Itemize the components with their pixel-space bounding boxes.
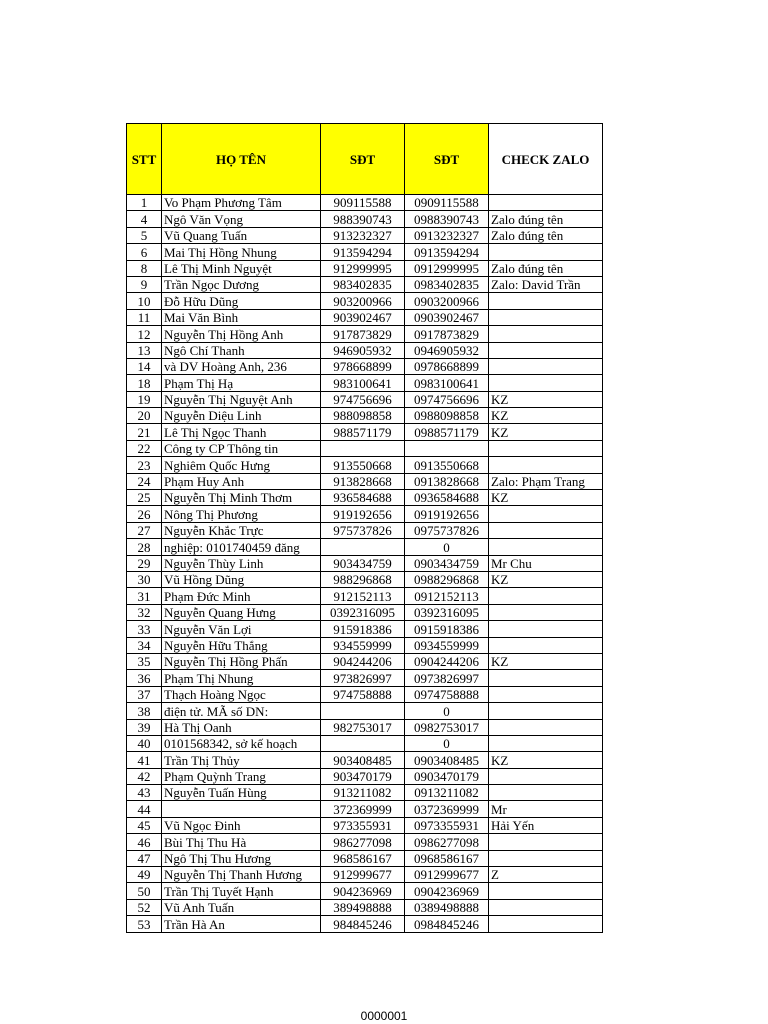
cell-stt: 52 (127, 899, 162, 915)
cell-phone-1: 973826997 (321, 670, 405, 686)
cell-name: điện tử. MÃ số DN: (162, 703, 321, 719)
cell-check-zalo: Zalo đúng tên (489, 227, 603, 243)
cell-phone-1: 988571179 (321, 424, 405, 440)
cell-name: Công ty CP Thông tin (162, 440, 321, 456)
cell-check-zalo: Zalo: David Trần (489, 276, 603, 292)
table-row (127, 260, 603, 276)
table-row (127, 916, 603, 932)
table-row (127, 424, 603, 440)
cell-stt: 47 (127, 850, 162, 866)
cell-phone-2: 0968586167 (405, 850, 489, 866)
cell-stt: 46 (127, 834, 162, 850)
cell-stt: 27 (127, 522, 162, 538)
cell-phone-2: 0936584688 (405, 490, 489, 506)
cell-stt: 22 (127, 440, 162, 456)
cell-stt: 30 (127, 571, 162, 587)
cell-name: Nguyễn Khắc Trực (162, 522, 321, 538)
cell-phone-1: 903200966 (321, 293, 405, 309)
header-check-zalo: CHECK ZALO (489, 124, 603, 195)
cell-check-zalo (489, 604, 603, 620)
cell-phone-2: 0 (405, 539, 489, 555)
cell-name: Nguyễn Thùy Linh (162, 555, 321, 571)
cell-phone-1: 934559999 (321, 637, 405, 653)
cell-check-zalo (489, 768, 603, 784)
table-row (127, 719, 603, 735)
cell-phone-1: 904244206 (321, 653, 405, 669)
cell-phone-1: 372369999 (321, 801, 405, 817)
cell-stt: 53 (127, 916, 162, 932)
cell-stt: 11 (127, 309, 162, 325)
cell-name: Phạm Thị Nhung (162, 670, 321, 686)
cell-check-zalo (489, 703, 603, 719)
contact-table (126, 123, 603, 933)
cell-stt: 35 (127, 653, 162, 669)
cell-check-zalo (489, 899, 603, 915)
cell-name: Nông Thị Phương (162, 506, 321, 522)
cell-phone-2: 0903434759 (405, 555, 489, 571)
cell-check-zalo (489, 326, 603, 342)
cell-name: Nguyễn Diệu Linh (162, 408, 321, 424)
cell-phone-1: 913828668 (321, 473, 405, 489)
cell-check-zalo (489, 195, 603, 211)
table-row (127, 703, 603, 719)
cell-name: Nguyễn Quang Hưng (162, 604, 321, 620)
cell-stt: 13 (127, 342, 162, 358)
cell-check-zalo: KZ (489, 408, 603, 424)
table-body (127, 195, 603, 933)
cell-name: Nghiêm Quốc Hưng (162, 457, 321, 473)
table-row (127, 621, 603, 637)
cell-name: Ngô Thị Thu Hương (162, 850, 321, 866)
table-row (127, 834, 603, 850)
table-row (127, 440, 603, 456)
cell-name: Thạch Hoàng Ngọc (162, 686, 321, 702)
cell-stt: 40 (127, 735, 162, 751)
cell-name: Mai Văn Bình (162, 309, 321, 325)
cell-check-zalo (489, 244, 603, 260)
cell-phone-1 (321, 440, 405, 456)
cell-check-zalo (489, 670, 603, 686)
header-name: HỌ TÊN (162, 124, 321, 195)
table-row (127, 785, 603, 801)
cell-name: Vũ Anh Tuấn (162, 899, 321, 915)
table-row (127, 342, 603, 358)
cell-check-zalo: KZ (489, 653, 603, 669)
cell-phone-1: 917873829 (321, 326, 405, 342)
table-row (127, 768, 603, 784)
cell-phone-1 (321, 703, 405, 719)
cell-phone-1: 988098858 (321, 408, 405, 424)
cell-check-zalo (489, 293, 603, 309)
cell-stt: 38 (127, 703, 162, 719)
cell-stt: 26 (127, 506, 162, 522)
cell-name: Lê Thị Minh Nguyệt (162, 260, 321, 276)
cell-stt: 23 (127, 457, 162, 473)
cell-phone-2: 0978668899 (405, 358, 489, 374)
cell-phone-2: 0934559999 (405, 637, 489, 653)
cell-check-zalo: KZ (489, 391, 603, 407)
cell-phone-2: 0974756696 (405, 391, 489, 407)
cell-name: Lê Thị Ngọc Thanh (162, 424, 321, 440)
cell-phone-2: 0 (405, 703, 489, 719)
cell-check-zalo: KZ (489, 490, 603, 506)
cell-stt: 8 (127, 260, 162, 276)
cell-phone-2: 0912999677 (405, 867, 489, 883)
cell-stt: 24 (127, 473, 162, 489)
cell-stt: 41 (127, 752, 162, 768)
cell-stt: 36 (127, 670, 162, 686)
cell-phone-2: 0912152113 (405, 588, 489, 604)
cell-phone-1: 978668899 (321, 358, 405, 374)
cell-phone-2: 0919192656 (405, 506, 489, 522)
table-row (127, 244, 603, 260)
table-row (127, 490, 603, 506)
cell-check-zalo: Zalo đúng tên (489, 260, 603, 276)
cell-check-zalo (489, 342, 603, 358)
cell-phone-2: 0903200966 (405, 293, 489, 309)
cell-check-zalo (489, 850, 603, 866)
cell-phone-2: 0904236969 (405, 883, 489, 899)
cell-phone-1: 974756696 (321, 391, 405, 407)
table-row (127, 653, 603, 669)
cell-name: Ngô Chí Thanh (162, 342, 321, 358)
table-row (127, 457, 603, 473)
cell-check-zalo (489, 686, 603, 702)
cell-phone-2: 0973826997 (405, 670, 489, 686)
cell-phone-2: 0909115588 (405, 195, 489, 211)
table-row (127, 391, 603, 407)
cell-phone-1: 0392316095 (321, 604, 405, 620)
cell-phone-1 (321, 735, 405, 751)
cell-phone-2: 0988296868 (405, 571, 489, 587)
cell-phone-2: 0973355931 (405, 817, 489, 833)
cell-phone-2: 0903470179 (405, 768, 489, 784)
table-row (127, 588, 603, 604)
cell-check-zalo: KZ (489, 571, 603, 587)
cell-phone-2: 0974758888 (405, 686, 489, 702)
table-row (127, 883, 603, 899)
cell-name: và DV Hoàng Anh, 236 (162, 358, 321, 374)
cell-stt: 29 (127, 555, 162, 571)
cell-phone-1: 983402835 (321, 276, 405, 292)
cell-name: Phạm Thị Hạ (162, 375, 321, 391)
cell-stt: 4 (127, 211, 162, 227)
cell-phone-1: 983100641 (321, 375, 405, 391)
cell-check-zalo (489, 735, 603, 751)
cell-phone-2: 0392316095 (405, 604, 489, 620)
cell-phone-2: 0983402835 (405, 276, 489, 292)
cell-name: Nguyễn Thị Thanh Hương (162, 867, 321, 883)
cell-phone-1: 904236969 (321, 883, 405, 899)
table-row (127, 670, 603, 686)
page-number: 0000001 (360, 1009, 408, 1023)
cell-phone-2: 0 (405, 735, 489, 751)
cell-stt: 31 (127, 588, 162, 604)
cell-check-zalo (489, 457, 603, 473)
cell-stt: 5 (127, 227, 162, 243)
cell-phone-1: 984845246 (321, 916, 405, 932)
cell-phone-2: 0372369999 (405, 801, 489, 817)
cell-name: nghiệp: 0101740459 đăng (162, 539, 321, 555)
cell-phone-2: 0988390743 (405, 211, 489, 227)
cell-check-zalo: Mr (489, 801, 603, 817)
cell-stt: 6 (127, 244, 162, 260)
cell-phone-2: 0946905932 (405, 342, 489, 358)
cell-phone-2: 0988098858 (405, 408, 489, 424)
cell-check-zalo (489, 522, 603, 538)
cell-stt: 20 (127, 408, 162, 424)
cell-phone-1: 389498888 (321, 899, 405, 915)
table-row (127, 293, 603, 309)
cell-name: 0101568342, sở kế hoạch (162, 735, 321, 751)
cell-name: Mai Thị Hồng Nhung (162, 244, 321, 260)
cell-check-zalo (489, 539, 603, 555)
table-row (127, 358, 603, 374)
cell-phone-1: 903902467 (321, 309, 405, 325)
cell-stt: 49 (127, 867, 162, 883)
cell-phone-1: 973355931 (321, 817, 405, 833)
cell-phone-2 (405, 440, 489, 456)
cell-phone-1: 913211082 (321, 785, 405, 801)
header-phone-1: SĐT (321, 124, 405, 195)
cell-stt: 18 (127, 375, 162, 391)
cell-phone-1: 903408485 (321, 752, 405, 768)
table-row (127, 375, 603, 391)
cell-name: Trần Hà An (162, 916, 321, 932)
cell-name: Nguyễn Hữu Thắng (162, 637, 321, 653)
cell-name: Trần Thị Thủy (162, 752, 321, 768)
cell-phone-2: 0903408485 (405, 752, 489, 768)
cell-check-zalo (489, 785, 603, 801)
cell-phone-2: 0913550668 (405, 457, 489, 473)
cell-phone-1: 903470179 (321, 768, 405, 784)
cell-stt: 10 (127, 293, 162, 309)
cell-name: Vũ Hồng Dũng (162, 571, 321, 587)
cell-phone-1: 913550668 (321, 457, 405, 473)
cell-check-zalo: Hải Yến (489, 817, 603, 833)
table-row (127, 227, 603, 243)
cell-check-zalo: KZ (489, 424, 603, 440)
cell-phone-2: 0983100641 (405, 375, 489, 391)
table-row (127, 326, 603, 342)
cell-stt: 32 (127, 604, 162, 620)
cell-check-zalo (489, 588, 603, 604)
cell-phone-1 (321, 539, 405, 555)
cell-stt: 43 (127, 785, 162, 801)
cell-stt: 39 (127, 719, 162, 735)
cell-phone-1: 913594294 (321, 244, 405, 260)
cell-phone-1: 912999995 (321, 260, 405, 276)
cell-phone-1: 919192656 (321, 506, 405, 522)
cell-stt: 9 (127, 276, 162, 292)
cell-check-zalo (489, 358, 603, 374)
cell-check-zalo (489, 719, 603, 735)
table-row (127, 195, 603, 211)
cell-stt: 21 (127, 424, 162, 440)
cell-check-zalo: Z (489, 867, 603, 883)
cell-phone-1: 915918386 (321, 621, 405, 637)
cell-name: Nguyễn Văn Lợi (162, 621, 321, 637)
cell-name: Nguyễn Thị Minh Thơm (162, 490, 321, 506)
cell-phone-2: 0915918386 (405, 621, 489, 637)
table-row (127, 522, 603, 538)
table-row (127, 735, 603, 751)
cell-phone-2: 0913594294 (405, 244, 489, 260)
table-row (127, 801, 603, 817)
cell-phone-2: 0904244206 (405, 653, 489, 669)
cell-stt: 45 (127, 817, 162, 833)
cell-phone-2: 0982753017 (405, 719, 489, 735)
cell-phone-1: 988390743 (321, 211, 405, 227)
cell-check-zalo (489, 637, 603, 653)
cell-name: Ngô Văn Vọng (162, 211, 321, 227)
table-row (127, 899, 603, 915)
cell-stt: 14 (127, 358, 162, 374)
table-row (127, 473, 603, 489)
table-row (127, 867, 603, 883)
cell-name: Đỗ Hữu Dũng (162, 293, 321, 309)
table-row (127, 555, 603, 571)
cell-name: Phạm Quỳnh Trang (162, 768, 321, 784)
cell-phone-2: 0913232327 (405, 227, 489, 243)
cell-name: Trần Ngọc Dương (162, 276, 321, 292)
cell-check-zalo (489, 834, 603, 850)
cell-stt: 42 (127, 768, 162, 784)
table-row (127, 211, 603, 227)
cell-check-zalo (489, 506, 603, 522)
table-row (127, 408, 603, 424)
cell-name (162, 801, 321, 817)
cell-phone-2: 0912999995 (405, 260, 489, 276)
cell-phone-2: 0984845246 (405, 916, 489, 932)
cell-phone-1: 974758888 (321, 686, 405, 702)
cell-stt: 44 (127, 801, 162, 817)
cell-stt: 12 (127, 326, 162, 342)
cell-phone-2: 0903902467 (405, 309, 489, 325)
cell-phone-2: 0986277098 (405, 834, 489, 850)
cell-stt: 19 (127, 391, 162, 407)
cell-phone-1: 968586167 (321, 850, 405, 866)
table-row (127, 604, 603, 620)
cell-check-zalo (489, 309, 603, 325)
cell-check-zalo (489, 440, 603, 456)
cell-stt: 28 (127, 539, 162, 555)
cell-phone-1: 936584688 (321, 490, 405, 506)
table-row (127, 752, 603, 768)
cell-phone-1: 913232327 (321, 227, 405, 243)
cell-name: Vũ Ngọc Đinh (162, 817, 321, 833)
header-phone-2: SĐT (405, 124, 489, 195)
cell-stt: 25 (127, 490, 162, 506)
cell-check-zalo (489, 916, 603, 932)
table-row (127, 571, 603, 587)
cell-name: Bùi Thị Thu Hà (162, 834, 321, 850)
cell-name: Phạm Đức Minh (162, 588, 321, 604)
cell-phone-2: 0975737826 (405, 522, 489, 538)
header-stt: STT (127, 124, 162, 195)
cell-name: Trần Thị Tuyết Hạnh (162, 883, 321, 899)
cell-phone-1: 975737826 (321, 522, 405, 538)
cell-check-zalo (489, 883, 603, 899)
cell-phone-1: 909115588 (321, 195, 405, 211)
cell-phone-1: 912999677 (321, 867, 405, 883)
cell-phone-1: 946905932 (321, 342, 405, 358)
cell-phone-1: 903434759 (321, 555, 405, 571)
cell-name: Vo Phạm Phương Tâm (162, 195, 321, 211)
cell-name: Nguyễn Tuấn Hùng (162, 785, 321, 801)
cell-stt: 37 (127, 686, 162, 702)
table-row (127, 817, 603, 833)
table-row (127, 850, 603, 866)
cell-name: Nguyễn Thị Nguyệt Anh (162, 391, 321, 407)
table-row (127, 506, 603, 522)
cell-phone-1: 982753017 (321, 719, 405, 735)
cell-stt: 50 (127, 883, 162, 899)
cell-phone-2: 0913828668 (405, 473, 489, 489)
table-row (127, 309, 603, 325)
cell-phone-1: 912152113 (321, 588, 405, 604)
cell-stt: 34 (127, 637, 162, 653)
cell-check-zalo: KZ (489, 752, 603, 768)
table-row (127, 276, 603, 292)
cell-check-zalo (489, 375, 603, 391)
cell-stt: 1 (127, 195, 162, 211)
cell-phone-2: 0988571179 (405, 424, 489, 440)
cell-name: Phạm Huy Anh (162, 473, 321, 489)
cell-check-zalo: Zalo đúng tên (489, 211, 603, 227)
cell-name: Vũ Quang Tuấn (162, 227, 321, 243)
cell-phone-1: 988296868 (321, 571, 405, 587)
cell-name: Nguyễn Thị Hồng Phấn (162, 653, 321, 669)
cell-stt: 33 (127, 621, 162, 637)
cell-check-zalo: Mr Chu (489, 555, 603, 571)
cell-check-zalo (489, 621, 603, 637)
cell-phone-1: 986277098 (321, 834, 405, 850)
cell-name: Nguyễn Thị Hồng Anh (162, 326, 321, 342)
table-row (127, 686, 603, 702)
table-row (127, 539, 603, 555)
cell-check-zalo: Zalo: Phạm Trang (489, 473, 603, 489)
cell-phone-2: 0913211082 (405, 785, 489, 801)
table-row (127, 637, 603, 653)
cell-phone-2: 0389498888 (405, 899, 489, 915)
header-row (127, 124, 603, 195)
cell-name: Hà Thị Oanh (162, 719, 321, 735)
cell-phone-2: 0917873829 (405, 326, 489, 342)
